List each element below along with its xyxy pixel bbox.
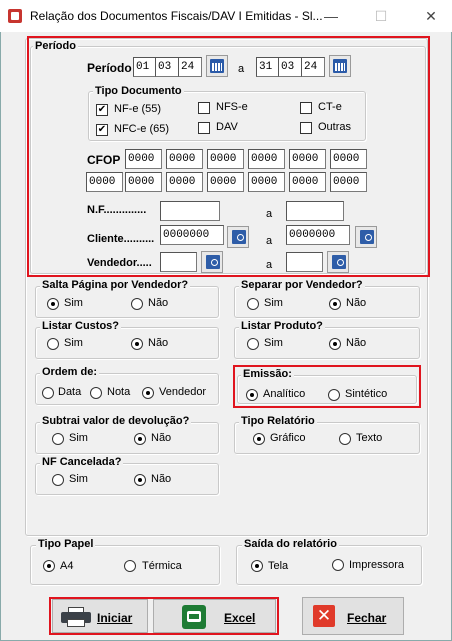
saida-title: Saída do relatório	[244, 538, 337, 550]
emissao-sintetico-label: Sintético	[345, 388, 388, 400]
search-icon	[232, 230, 246, 244]
tipo-relatorio-grafico-label: Gráfico	[270, 432, 306, 444]
tipo-relatorio-texto-radio[interactable]	[339, 433, 351, 445]
emissao-analitico-radio[interactable]	[246, 389, 258, 401]
subtrai-title: Subtrai valor de devolução?	[42, 415, 190, 427]
excel-label: Excel	[224, 611, 256, 625]
saida-tela-label: Tela	[268, 560, 289, 572]
maximize-button[interactable]: ☐	[374, 8, 388, 24]
salta-pagina-sim-label: Sim	[64, 297, 83, 309]
vendedor-to-field[interactable]	[286, 252, 323, 272]
start-year-field[interactable]: 24	[178, 57, 202, 77]
nf-separator: a	[266, 208, 273, 220]
outras-checkbox[interactable]	[300, 122, 312, 134]
emissao-title: Emissão:	[243, 368, 292, 380]
cfop-field[interactable]: 0000	[289, 172, 326, 192]
cliente-separator: a	[266, 235, 273, 247]
tipo-relatorio-texto-label: Texto	[356, 432, 383, 444]
listar-custos-sim-radio[interactable]	[47, 338, 59, 350]
cliente-to-search-button[interactable]	[355, 226, 377, 248]
window-title: Relação dos Documentos Fiscais/DAV I Emitidas - Sl...	[30, 9, 323, 23]
title-bar	[0, 0, 452, 32]
listar-produto-nao-radio[interactable]	[329, 338, 341, 350]
start-day-field[interactable]: 01	[133, 57, 157, 77]
nfe-checkbox[interactable]: ✔	[97, 104, 107, 115]
saida-tela-radio[interactable]	[251, 560, 263, 572]
fechar-label: Fechar	[347, 611, 387, 625]
end-year-field[interactable]: 24	[301, 57, 325, 77]
cfop-field[interactable]: 0000	[166, 149, 203, 169]
nf-from-field[interactable]	[160, 201, 220, 221]
nfce-label: NFC-e (65)	[114, 123, 170, 135]
cfop-field[interactable]: 0000	[207, 172, 244, 192]
cfop-field[interactable]: 0000	[248, 149, 285, 169]
tipo-papel-termica-radio[interactable]	[124, 560, 136, 572]
outras-label: Outras	[318, 121, 352, 133]
start-calendar-button[interactable]	[206, 55, 228, 77]
cfop-label: CFOP	[87, 153, 121, 167]
cfop-field[interactable]: 0000	[289, 149, 326, 169]
cliente-to-field[interactable]: 0000000	[286, 225, 350, 245]
tipo-documento-title: Tipo Documento	[95, 85, 182, 97]
cfop-field[interactable]: 0000	[330, 149, 367, 169]
tipo-papel-title: Tipo Papel	[38, 538, 94, 550]
tipo-papel-a4-radio[interactable]	[43, 560, 55, 572]
minimize-button[interactable]: —	[324, 8, 338, 24]
cte-checkbox[interactable]	[300, 102, 312, 114]
ordem-title: Ordem de:	[42, 366, 98, 378]
printer-icon	[61, 607, 91, 627]
saida-impressora-label: Impressora	[349, 559, 405, 571]
close-window-button[interactable]: ✕	[425, 8, 437, 24]
separar-title: Separar por Vendedor?	[241, 279, 363, 291]
nf-to-field[interactable]	[286, 201, 344, 221]
salta-pagina-nao-radio[interactable]	[131, 298, 143, 310]
search-icon	[360, 230, 374, 244]
tipo-papel-a4-label: A4	[60, 560, 74, 572]
listar-produto-nao-label: Não	[346, 337, 367, 349]
nf-cancelada-nao-radio[interactable]	[134, 474, 146, 486]
iniciar-button[interactable]	[52, 599, 148, 633]
excel-button[interactable]	[153, 599, 276, 633]
calendar-icon	[210, 59, 224, 73]
end-calendar-button[interactable]	[329, 55, 351, 77]
listar-produto-title: Listar Produto?	[241, 320, 323, 332]
cte-label: CT-e	[318, 101, 342, 113]
separar-sim-radio[interactable]	[247, 298, 259, 310]
nfse-label: NFS-e	[216, 101, 248, 113]
close-icon: ✕	[313, 605, 335, 627]
tipo-papel-termica-label: Térmica	[142, 560, 182, 572]
salta-pagina-nao-label: Não	[148, 297, 169, 309]
ordem-vendedor-radio[interactable]	[142, 387, 154, 399]
listar-custos-title: Listar Custos?	[42, 320, 120, 332]
subtrai-nao-label: Não	[151, 432, 172, 444]
vendedor-label: Vendedor.....	[87, 257, 152, 269]
saida-impressora-radio[interactable]	[332, 559, 344, 571]
separar-nao-label: Não	[346, 297, 367, 309]
ordem-nota-label: Nota	[107, 386, 131, 398]
listar-produto-sim-label: Sim	[264, 337, 283, 349]
nfse-checkbox[interactable]	[198, 102, 210, 114]
subtrai-sim-label: Sim	[69, 432, 88, 444]
vendedor-from-search-button[interactable]	[201, 251, 223, 273]
periodo-label: Período	[87, 61, 132, 75]
app-icon	[8, 9, 22, 23]
nf-cancelada-sim-radio[interactable]	[52, 474, 64, 486]
nfe-label: NF-e (55)	[114, 103, 162, 115]
nf-cancelada-sim-label: Sim	[69, 473, 88, 485]
nf-label: N.F..............	[87, 204, 147, 216]
listar-custos-nao-label: Não	[148, 337, 169, 349]
nfce-checkbox[interactable]: ✔	[97, 124, 107, 135]
dav-checkbox[interactable]	[198, 122, 210, 134]
ordem-vendedor-label: Vendedor	[159, 386, 207, 398]
search-icon	[332, 255, 346, 269]
periodo-separator: a	[238, 63, 245, 75]
search-icon	[206, 255, 220, 269]
nf-cancelada-title: NF Cancelada?	[42, 456, 122, 468]
start-month-field[interactable]: 03	[155, 57, 179, 77]
tipo-relatorio-title: Tipo Relatório	[241, 415, 315, 427]
subtrai-sim-radio[interactable]	[52, 433, 64, 445]
separar-sim-label: Sim	[264, 297, 283, 309]
separar-nao-radio[interactable]	[329, 298, 341, 310]
dav-label: DAV	[216, 121, 238, 133]
iniciar-label: Iniciar	[97, 611, 133, 625]
fechar-button[interactable]	[302, 597, 404, 635]
cfop-field[interactable]: 0000	[207, 149, 244, 169]
cfop-field[interactable]: 0000	[125, 172, 162, 192]
cfop-field[interactable]: 0000	[248, 172, 285, 192]
cliente-from-search-button[interactable]	[227, 226, 249, 248]
cfop-field[interactable]: 0000	[86, 172, 123, 192]
cfop-field[interactable]: 0000	[330, 172, 367, 192]
excel-icon	[182, 605, 206, 629]
salta-pagina-title: Salta Página por Vendedor?	[42, 279, 189, 291]
ordem-data-label: Data	[58, 386, 82, 398]
tipo-relatorio-grafico-radio[interactable]	[253, 433, 265, 445]
emissao-analitico-label: Analítico	[263, 388, 306, 400]
vendedor-separator: a	[266, 259, 273, 271]
cliente-label: Cliente..........	[87, 233, 155, 245]
ordem-nota-radio[interactable]	[90, 387, 102, 399]
listar-custos-sim-label: Sim	[64, 337, 83, 349]
vendedor-from-field[interactable]	[160, 252, 197, 272]
listar-produto-sim-radio[interactable]	[247, 338, 259, 350]
vendedor-to-search-button[interactable]	[327, 251, 349, 273]
ordem-data-radio[interactable]	[42, 387, 54, 399]
calendar-icon	[333, 59, 347, 73]
cliente-from-field[interactable]: 0000000	[160, 225, 224, 245]
subtrai-nao-radio[interactable]	[134, 433, 146, 445]
listar-custos-nao-radio[interactable]	[131, 338, 143, 350]
periodo-group-title: Período	[35, 40, 76, 52]
cfop-field[interactable]: 0000	[166, 172, 203, 192]
end-day-field[interactable]: 31	[256, 57, 280, 77]
cfop-field[interactable]: 0000	[125, 149, 162, 169]
end-month-field[interactable]: 03	[278, 57, 302, 77]
nf-cancelada-nao-label: Não	[151, 473, 172, 485]
emissao-sintetico-radio[interactable]	[328, 389, 340, 401]
salta-pagina-sim-radio[interactable]	[47, 298, 59, 310]
